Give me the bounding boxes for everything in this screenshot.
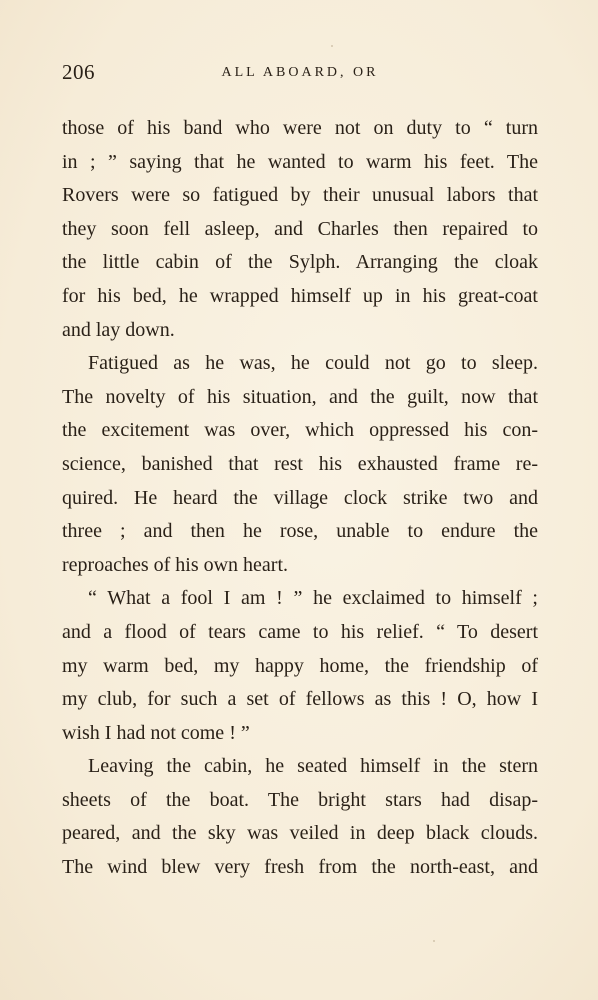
page-number: 206	[62, 60, 95, 84]
text-line: my warm bed, my happy home, the friendship of	[62, 654, 538, 677]
text-line: the excitement was over, which oppressed his con-	[62, 419, 538, 442]
text-line: they soon fell asleep, and Charles then repaired to	[62, 217, 538, 240]
text-line: “ What a fool I am ! ” he exclaimed to himself ;	[88, 587, 538, 610]
text-line: The novelty of his situation, and the guilt, now that	[62, 385, 538, 408]
text-line: for his bed, he wrapped himself up in his great-coat	[62, 284, 538, 307]
text-line: The wind blew very fresh from the north-east, and	[62, 856, 538, 879]
text-line: peared, and the sky was veiled in deep black clouds.	[62, 822, 538, 845]
body-text	[62, 112, 538, 885]
text-line: and lay down.	[62, 318, 175, 341]
running-title: ALL ABOARD, OR	[221, 65, 379, 80]
text-line: quired. He heard the village clock strike two and	[62, 486, 538, 509]
text-line: science, banished that rest his exhausted frame re-	[62, 452, 538, 475]
text-line: and a flood of tears came to his relief. “ To desert	[62, 620, 538, 643]
text-line: three ; and then he rose, unable to endure the	[62, 520, 538, 543]
text-line: Leaving the cabin, he seated himself in the stern	[88, 755, 538, 778]
paper-speck	[433, 940, 435, 942]
text-line: my club, for such a set of fellows as this ! O, how I	[62, 688, 538, 711]
text-line: Fatigued as he was, he could not go to sleep.	[88, 352, 538, 375]
text-line: Rovers were so fatigued by their unusual labors that	[62, 184, 538, 207]
text-line: reproaches of his own heart.	[62, 553, 289, 576]
text-line: sheets of the boat. The bright stars had disap-	[62, 788, 538, 811]
text-line: those of his band who were not on duty to “ turn	[62, 117, 538, 139]
running-head	[62, 60, 538, 90]
paper-speck	[331, 45, 333, 47]
text-line: the little cabin of the Sylph. Arranging the cloak	[62, 251, 538, 274]
text-line: in ; ” saying that he wanted to warm his feet. The	[62, 150, 538, 173]
text-line: wish I had not come ! ”	[62, 721, 250, 744]
